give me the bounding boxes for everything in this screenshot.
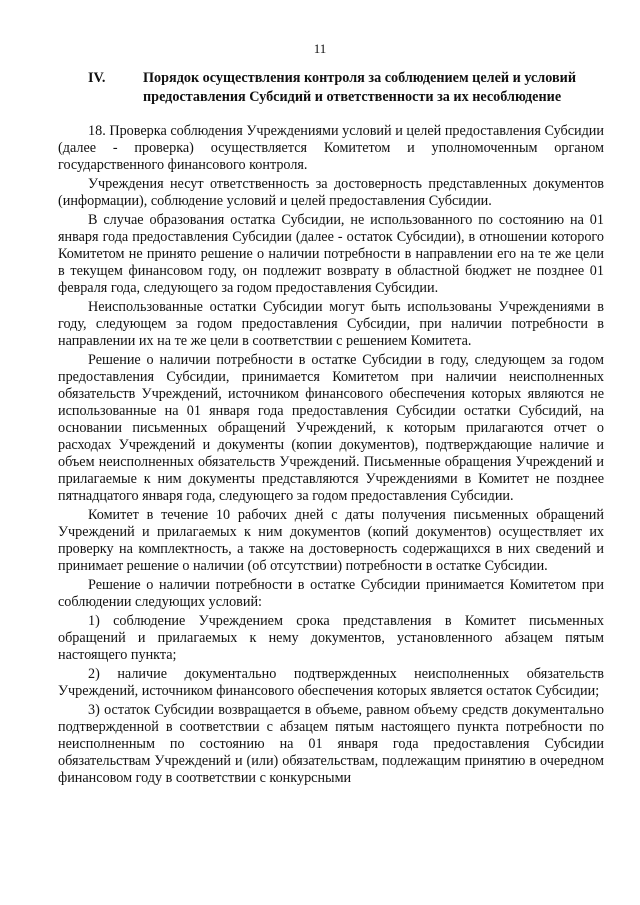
paragraph: Комитет в течение 10 рабочих дней с даты получения письменных обращений Учреждений и прилагаемых к ним документов (копий документов) осуществляет их проверку на комплектность, а также на достоверность содержащихся в них сведений и принимает решение о наличии (об отсутствии) потребности в остатке Субсидии. [58, 507, 604, 574]
list-item: 3) остаток Субсидии возвращается в объеме, равном объему средств документально подтвержденной в соответствии с абзацем пятым настоящего пункта потребности по неисполненным по состоянию на 01 января года предоставления Субсидии обязательствам Учреждений и (или) обязательствам, подлежащим принятию в очередном финансовом году в соответствии с конкурсными [58, 702, 604, 786]
paragraph: Неиспользованные остатки Субсидии могут быть использованы Учреждениями в году, следующем за годом предоставления Субсидии, при наличии потребности в направлении их на те же цели в соответствии с решением Комитета. [58, 299, 604, 349]
paragraph: 18. Проверка соблюдения Учреждениями условий и целей предоставления Субсидии (далее - проверка) осуществляется Комитетом и уполномоченным органом государственного финансового контроля. [58, 123, 604, 173]
paragraph: Решение о наличии потребности в остатке Субсидии принимается Комитетом при соблюдении следующих условий: [58, 577, 604, 610]
list-item: 1) соблюдение Учреждением срока представления в Комитет письменных обращений и прилагаемых к нему документов, установленного абзацем пятым настоящего пункта; [58, 613, 604, 663]
document-body [58, 123, 604, 789]
list-item: 2) наличие документально подтвержденных неисполненных обязательств Учреждений, источником финансового обеспечения которых является остаток Субсидии; [58, 666, 604, 699]
section-number: IV. [88, 70, 106, 86]
paragraph: Решение о наличии потребности в остатке Субсидии в году, следующем за годом предоставления Субсидии, принимается Комитетом при наличии неисполненных обязательств Учреждений, источником финансового обеспечения которых являются не использованные на 01 января года предоставления Субсидии остатки Субсидий, на основании письменных обращений Учреждений, к которым прилагаются отчет о расходах Учреждений и документы (копии документов), подтверждающие наличие и объем неисполненных обязательств Учреждений. Письменные обращения Учреждений и прилагаемые к ним документы представляются Учреждениями в Комитет не позднее пятнадцатого января года, следующего за годом предоставления Субсидии. [58, 352, 604, 504]
page-number: 11 [313, 41, 327, 56]
paragraph: Учреждения несут ответственность за достоверность представленных документов (информации), соблюдение условий и целей предоставления Субсидии. [58, 176, 604, 209]
section-heading [88, 69, 588, 107]
section-title: Порядок осуществления контроля за соблюдением целей и условий предоставления Субсидий и ответственности за их несоблюдение [143, 70, 577, 105]
paragraph: В случае образования остатка Субсидии, не использованного по состоянию на 01 января года предоставления Субсидии (далее - остаток Субсидии), в отношении которого Комитетом не принято решение о наличии потребности в направлении его на те же цели в текущем финансовом году, он подлежит возврату в областной бюджет не позднее 01 февраля года, следующего за годом предоставления Субсидии. [58, 212, 604, 296]
